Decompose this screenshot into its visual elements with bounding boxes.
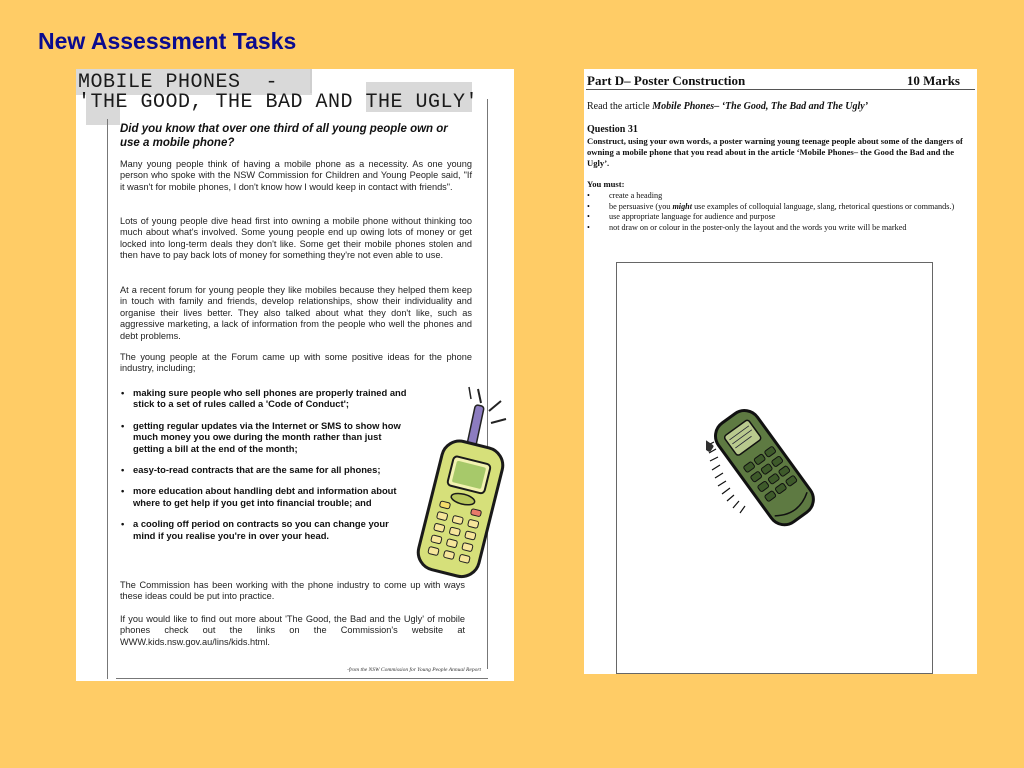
requirement-emphasis: might <box>672 201 693 211</box>
worksheet-title: Part D– Poster Construction <box>587 73 746 88</box>
must-label: You must: <box>587 179 625 189</box>
question-text: Construct, using your own words, a poster warning young teenage people about some of the dangers of owning a mobile phone that you read about in the article ‘Mobile Phones– the Good the Bad and the Ugly’. <box>587 136 963 168</box>
requirement-text: use examples of colloquial language, slang, rhetorical questions or commands.) <box>692 201 955 211</box>
list-item: • use appropriate language for audience and purpose <box>587 212 972 223</box>
list-item: • not draw on or colour in the poster-only the layout and the words you write will be marked <box>587 223 972 234</box>
list-item: • easy-to-read contracts that are the same for all phones; <box>120 464 410 475</box>
article-heading-line1: MOBILE PHONES - <box>78 71 279 94</box>
article-question: Did you know that over one third of all young people own or use a mobile phone? <box>120 123 448 149</box>
slide-title: New Assessment Tasks <box>38 28 297 54</box>
worksheet-page <box>584 69 977 674</box>
list-item: • making sure people who sell phones are properly trained and stick to a set of rules called a 'Code of Conduct'; <box>120 387 410 410</box>
article-paragraph: The young people at the Forum came up with some positive ideas for the phone industry, including; <box>120 352 472 374</box>
article-paragraph: At a recent forum for young people they like mobiles because they helped them keep in touch with family and friends, develop relationships, show their individuality and organise their lives better. They also talked about what they don't like, such as aggressive marketing, a lack of information from the people who well the phones and debt problems. <box>120 285 472 341</box>
list-item: • getting regular updates via the Internet or SMS to show how much money you owe during the month rather than just getting a bill at the end of the month; <box>120 420 410 454</box>
read-instruction <box>587 101 868 112</box>
article-paragraph: Many young people think of having a mobile phone as a necessity. As one young person who spoke with the NSW Commission for Children and Young People said, "If it wasn't for mobile phones, I don't know how I would keep in contact with friends". <box>120 159 472 192</box>
article-paragraph: The Commission has been working with the phone industry to come up with ways these ideas could be put into practice. <box>120 580 465 602</box>
article-paragraph: If you would like to find out more about 'The Good, the Bad and the Ugly' of mobile phones check out the links on the Commission's website at WWW.kids.nsw.gov.au/lins/kids.html. <box>120 614 465 647</box>
article-page <box>76 69 514 681</box>
worksheet-marks: 10 Marks <box>906 73 960 88</box>
article-credit: -from the NSW Commission for Young People Annual Report <box>347 667 481 673</box>
rule-left <box>107 119 108 679</box>
list-item <box>587 202 972 213</box>
article-bullet-list <box>120 387 410 551</box>
worksheet-header <box>586 72 975 90</box>
read-article-title: Mobile Phones– ‘The Good, The Bad and The Ugly’ <box>652 101 869 112</box>
requirement-text: be persuasive (you <box>609 201 673 211</box>
list-item: • more education about handling debt and information about where to get help if you get into financial trouble; and <box>120 485 410 508</box>
requirements-list <box>587 191 972 233</box>
article-paragraph: Lots of young people dive head first into owning a mobile phone without thinking too much about what's involved. Some young people end up owing lots of money or get locked into long-term deals they don't like. Some get their mobile phones stolen and then have to pay back lots of money for something they're not even able to use. <box>120 216 472 261</box>
read-prefix: Read the article <box>587 101 653 112</box>
question-label: Question 31 <box>587 124 638 135</box>
mobile-phone-icon <box>401 381 513 581</box>
list-item: • a cooling off period on contracts so you can change your mind if you realise you're in over your head. <box>120 518 410 541</box>
rule-bottom <box>116 678 488 679</box>
heading-divider <box>310 69 320 93</box>
mobile-phone-icon <box>706 387 841 527</box>
article-heading-line2: 'THE GOOD, THE BAD AND THE UGLY' <box>78 91 479 114</box>
list-item: • create a heading <box>587 191 972 202</box>
